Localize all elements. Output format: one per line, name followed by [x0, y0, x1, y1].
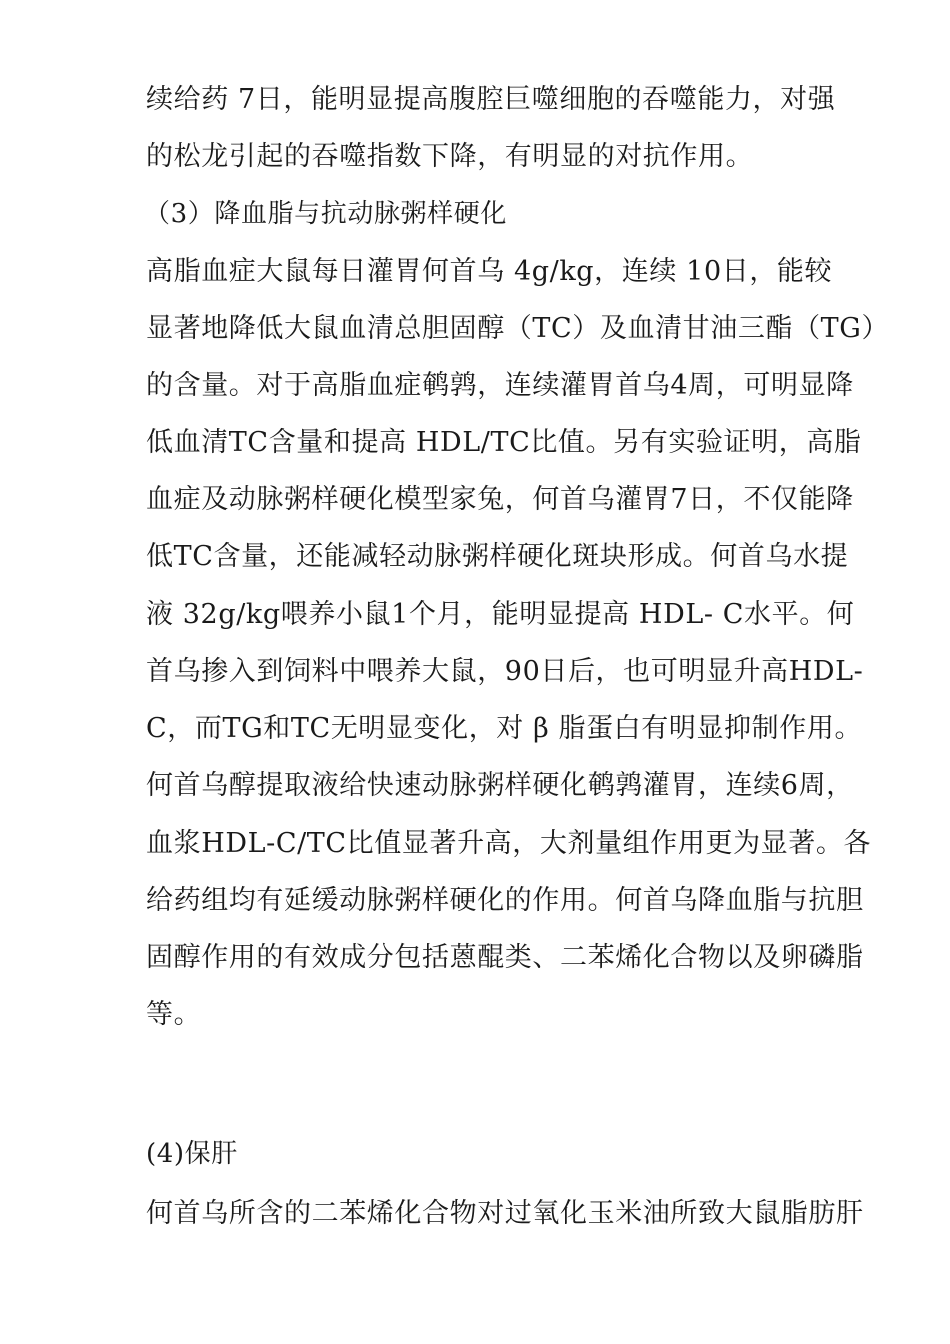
text-line: 低TC含量，还能减轻动脉粥样硬化斑块形成。何首乌水提: [146, 541, 849, 572]
text-line: 显著地降低大鼠血清总胆固醇（TC）及血清甘油三酯（TG）: [146, 313, 890, 344]
text-line: 的松龙引起的吞噬指数下降，有明显的对抗作用。: [146, 141, 754, 172]
section-heading: （3）降血脂与抗动脉粥样硬化: [144, 199, 507, 229]
text-line: 等。: [146, 999, 202, 1030]
text-line: 何首乌醇提取液给快速动脉粥样硬化鹌鹑灌胃，连续6周，: [146, 770, 854, 801]
text-line: 高脂血症大鼠每日灌胃何首乌 4g/kg，连续 10日，能较: [146, 256, 833, 287]
text-line: 液 32g/kg喂养小鼠1个月，能明显提高 HDL- C水平。何: [146, 599, 855, 630]
text-line: C，而TG和TC无明显变化，对 β 脂蛋白有明显抑制作用。: [146, 713, 863, 744]
text-line: 首乌掺入到饲料中喂养大鼠，90日后，也可明显升高HDL-: [146, 656, 864, 687]
text-line: 固醇作用的有效成分包括蒽醌类、二苯烯化合物以及卵磷脂: [146, 942, 864, 973]
text-line: 血症及动脉粥样硬化模型家兔，何首乌灌胃7日，不仅能降: [146, 484, 854, 515]
text-line: 续给药 7日，能明显提高腹腔巨噬细胞的吞噬能力，对强: [146, 84, 836, 115]
section-heading: (4)保肝: [146, 1139, 238, 1169]
text-line: 低血清TC含量和提高 HDL/TC比值。另有实验证明，高脂: [146, 427, 862, 458]
text-line: 的含量。对于高脂血症鹌鹑，连续灌胃首乌4周，可明显降: [146, 370, 854, 401]
text-line: 血浆HDL-C/TC比值显著升高，大剂量组作用更为显著。各: [146, 828, 872, 859]
text-line: 何首乌所含的二苯烯化合物对过氧化玉米油所致大鼠脂肪肝: [146, 1198, 864, 1229]
text-line: 给药组均有延缓动脉粥样硬化的作用。何首乌降血脂与抗胆: [146, 885, 864, 916]
